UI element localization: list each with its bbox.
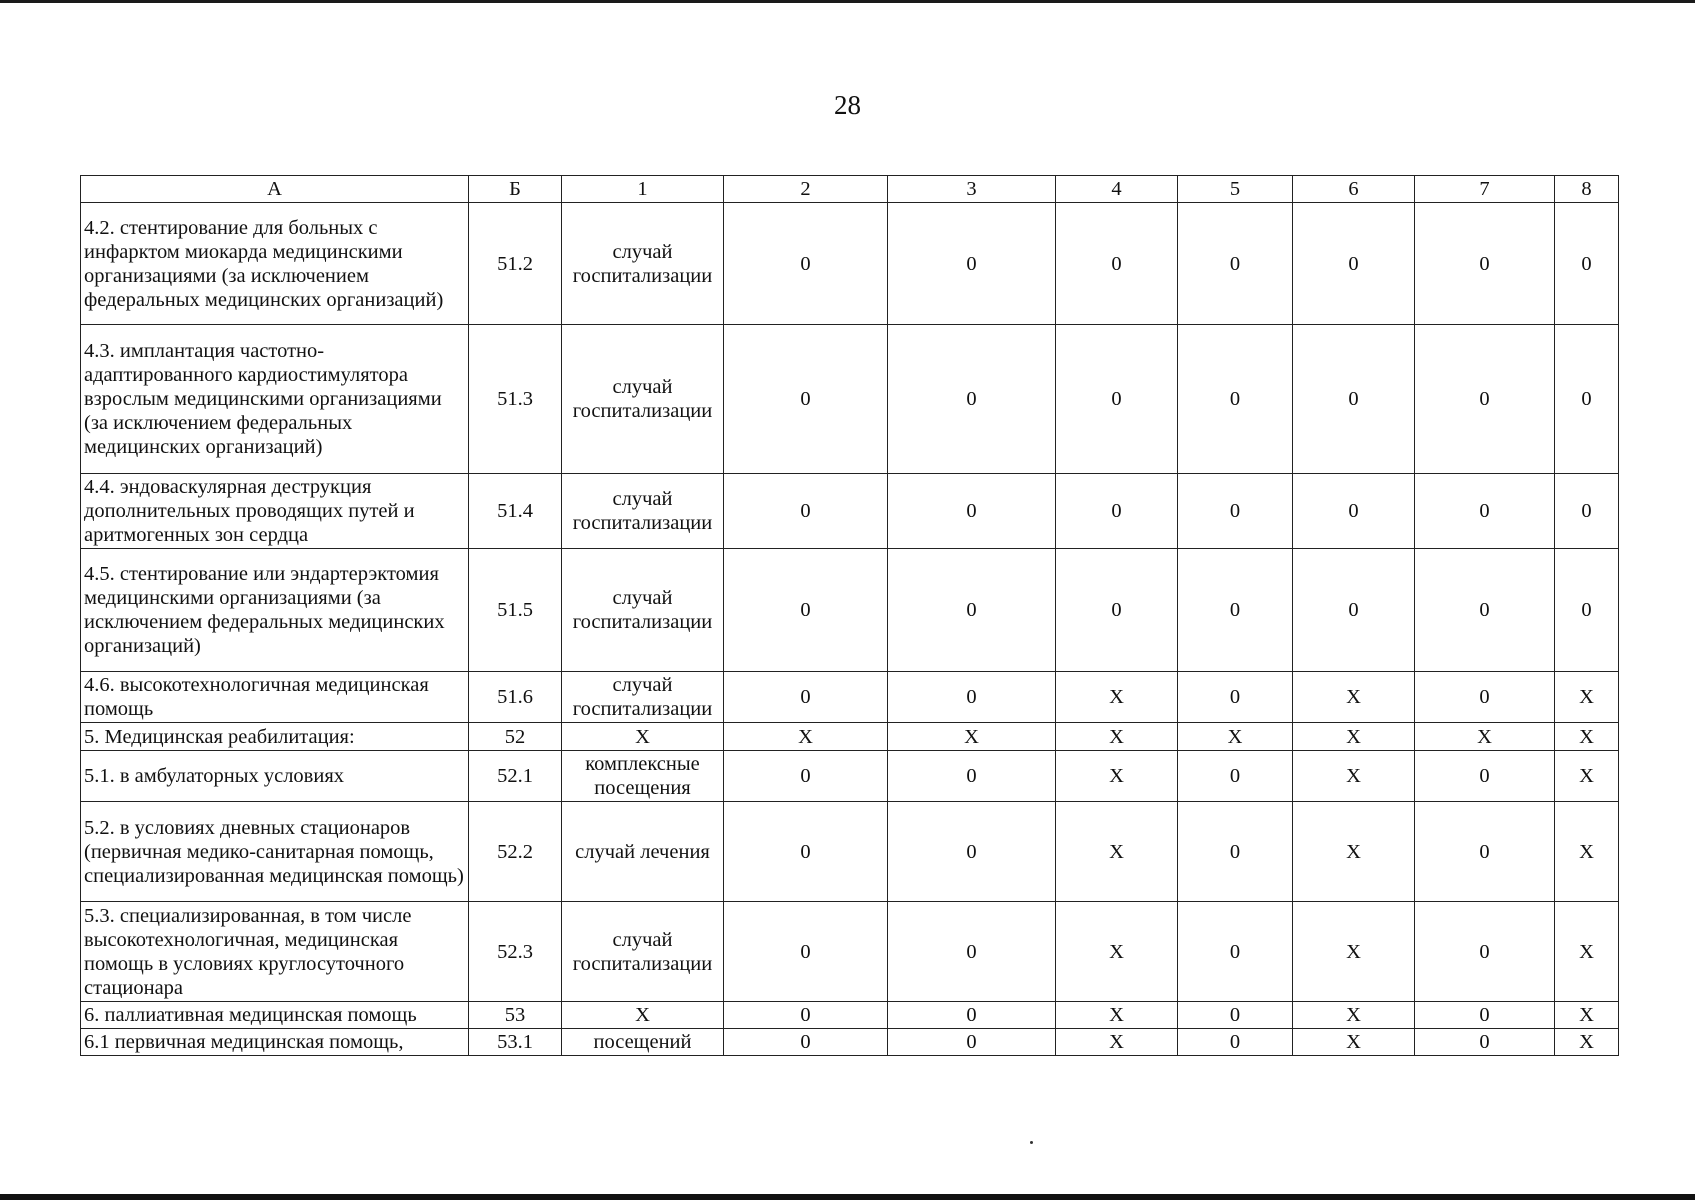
- row-value-cell: 0: [1293, 474, 1415, 549]
- row-value-cell: 0: [1178, 751, 1293, 802]
- row-name-cell: 4.5. стентирование или эндартерэктомия медицинскими организациями (за исключением федеральных медицинских организаций): [81, 549, 469, 672]
- page-number: 28: [834, 90, 861, 120]
- row-value-cell: X: [1293, 751, 1415, 802]
- column-header: 6: [1293, 176, 1415, 203]
- row-value-cell: 0: [888, 325, 1056, 474]
- row-value-cell: X: [1555, 1002, 1619, 1029]
- row-value-cell: 0: [1056, 474, 1178, 549]
- row-code-cell: 51.3: [469, 325, 562, 474]
- row-name-cell: 5.2. в условиях дневных стационаров (первичная медико-санитарная помощь, специализированная медицинская помощь): [81, 802, 469, 902]
- row-value-cell: X: [1555, 751, 1619, 802]
- row-value-cell: 0: [724, 549, 888, 672]
- row-value-cell: X: [1555, 723, 1619, 751]
- row-value-cell: 0: [1415, 474, 1555, 549]
- row-value-cell: X: [1415, 723, 1555, 751]
- row-value-cell: X: [1293, 802, 1415, 902]
- row-value-cell: 0: [888, 751, 1056, 802]
- row-code-cell: 53: [469, 1002, 562, 1029]
- row-value-cell: 0: [1555, 325, 1619, 474]
- row-value-cell: 0: [1178, 549, 1293, 672]
- row-name-cell: 6. паллиативная медицинская помощь: [81, 1002, 469, 1029]
- row-value-cell: X: [1293, 1002, 1415, 1029]
- row-unit-cell: случай госпитализации: [562, 474, 724, 549]
- row-value-cell: 0: [1178, 1029, 1293, 1056]
- row-value-cell: X: [1056, 751, 1178, 802]
- row-value-cell: X: [1056, 672, 1178, 723]
- row-unit-cell: случай госпитализации: [562, 672, 724, 723]
- row-value-cell: 0: [724, 203, 888, 325]
- table-row: [81, 549, 1619, 672]
- row-value-cell: 0: [724, 325, 888, 474]
- row-value-cell: 0: [1178, 902, 1293, 1002]
- table-row: [81, 325, 1619, 474]
- table-row: [81, 1002, 1619, 1029]
- row-code-cell: 51.2: [469, 203, 562, 325]
- table-row: [81, 203, 1619, 325]
- row-name-cell: 5. Медицинская реабилитация:: [81, 723, 469, 751]
- table-row: [81, 751, 1619, 802]
- row-name-cell: 6.1 первичная медицинская помощь,: [81, 1029, 469, 1056]
- row-value-cell: 0: [1415, 549, 1555, 672]
- row-value-cell: 0: [1415, 1029, 1555, 1056]
- table-row: [81, 902, 1619, 1002]
- row-value-cell: 0: [1415, 672, 1555, 723]
- row-value-cell: X: [1056, 1029, 1178, 1056]
- row-value-cell: X: [1555, 802, 1619, 902]
- row-value-cell: 0: [1178, 672, 1293, 723]
- column-header: 8: [1555, 176, 1619, 203]
- row-code-cell: 52: [469, 723, 562, 751]
- row-unit-cell: случай госпитализации: [562, 549, 724, 672]
- row-value-cell: 0: [1415, 802, 1555, 902]
- row-value-cell: 0: [1178, 1002, 1293, 1029]
- row-value-cell: 0: [888, 1029, 1056, 1056]
- scan-speck: [1030, 1141, 1033, 1144]
- row-name-cell: 5.1. в амбулаторных условиях: [81, 751, 469, 802]
- row-value-cell: X: [1056, 902, 1178, 1002]
- row-value-cell: X: [1555, 1029, 1619, 1056]
- row-value-cell: 0: [1293, 325, 1415, 474]
- table-row: [81, 672, 1619, 723]
- row-unit-cell: посещений: [562, 1029, 724, 1056]
- column-header: 1: [562, 176, 724, 203]
- row-value-cell: 0: [1056, 325, 1178, 474]
- row-value-cell: X: [1178, 723, 1293, 751]
- row-value-cell: 0: [1555, 549, 1619, 672]
- table-row: [81, 723, 1619, 751]
- row-value-cell: 0: [1178, 802, 1293, 902]
- row-code-cell: 52.1: [469, 751, 562, 802]
- row-name-cell: 4.6. высокотехнологичная медицинская помощь: [81, 672, 469, 723]
- row-value-cell: X: [1056, 1002, 1178, 1029]
- row-code-cell: 52.2: [469, 802, 562, 902]
- row-value-cell: 0: [1555, 474, 1619, 549]
- row-value-cell: 0: [724, 1029, 888, 1056]
- row-value-cell: 0: [1415, 1002, 1555, 1029]
- row-unit-cell: X: [562, 723, 724, 751]
- row-unit-cell: случай госпитализации: [562, 203, 724, 325]
- table-row: [81, 1029, 1619, 1056]
- row-value-cell: 0: [724, 802, 888, 902]
- row-code-cell: 51.5: [469, 549, 562, 672]
- row-value-cell: 0: [1415, 751, 1555, 802]
- column-header: 2: [724, 176, 888, 203]
- column-header: Б: [469, 176, 562, 203]
- row-value-cell: X: [1293, 723, 1415, 751]
- row-value-cell: 0: [1555, 203, 1619, 325]
- row-value-cell: X: [1555, 672, 1619, 723]
- row-value-cell: X: [1555, 902, 1619, 1002]
- row-value-cell: 0: [888, 203, 1056, 325]
- row-value-cell: 0: [1178, 325, 1293, 474]
- row-name-cell: 4.3. имплантация частотно-адаптированного кардиостимулятора взрослым медицинскими организациями (за исключением федеральных медицинских организаций): [81, 325, 469, 474]
- row-value-cell: 0: [1056, 203, 1178, 325]
- row-value-cell: 0: [724, 474, 888, 549]
- row-value-cell: X: [724, 723, 888, 751]
- table-row: [81, 802, 1619, 902]
- table-row: [81, 474, 1619, 549]
- scan-bottom-border: [0, 1194, 1695, 1200]
- row-value-cell: 0: [724, 751, 888, 802]
- row-value-cell: 0: [888, 902, 1056, 1002]
- row-value-cell: 0: [888, 802, 1056, 902]
- row-name-cell: 4.4. эндоваскулярная деструкция дополнительных проводящих путей и аритмогенных зон сердца: [81, 474, 469, 549]
- row-value-cell: 0: [888, 549, 1056, 672]
- row-value-cell: 0: [1293, 549, 1415, 672]
- column-header: А: [81, 176, 469, 203]
- scan-top-border: [0, 0, 1695, 3]
- row-value-cell: X: [1293, 672, 1415, 723]
- row-unit-cell: случай госпитализации: [562, 325, 724, 474]
- row-value-cell: 0: [888, 1002, 1056, 1029]
- row-value-cell: 0: [1056, 549, 1178, 672]
- row-code-cell: 51.6: [469, 672, 562, 723]
- row-unit-cell: случай госпитализации: [562, 902, 724, 1002]
- row-value-cell: 0: [724, 672, 888, 723]
- row-value-cell: 0: [888, 474, 1056, 549]
- row-value-cell: X: [1056, 723, 1178, 751]
- row-unit-cell: комплексные посещения: [562, 751, 724, 802]
- column-header: 7: [1415, 176, 1555, 203]
- row-value-cell: 0: [1415, 203, 1555, 325]
- row-value-cell: 0: [1415, 902, 1555, 1002]
- table-body: [81, 203, 1619, 1056]
- row-code-cell: 53.1: [469, 1029, 562, 1056]
- row-value-cell: 0: [1293, 203, 1415, 325]
- row-name-cell: 5.3. специализированная, в том числе высокотехнологичная, медицинская помощь в условиях круглосуточного стационара: [81, 902, 469, 1002]
- row-value-cell: 0: [724, 902, 888, 1002]
- row-value-cell: 0: [724, 1002, 888, 1029]
- row-unit-cell: случай лечения: [562, 802, 724, 902]
- row-code-cell: 51.4: [469, 474, 562, 549]
- row-value-cell: X: [888, 723, 1056, 751]
- row-value-cell: X: [1056, 802, 1178, 902]
- data-table: [80, 175, 1619, 1056]
- row-code-cell: 52.3: [469, 902, 562, 1002]
- row-value-cell: X: [1293, 902, 1415, 1002]
- row-value-cell: 0: [1415, 325, 1555, 474]
- column-header: 3: [888, 176, 1056, 203]
- row-name-cell: 4.2. стентирование для больных с инфарктом миокарда медицинскими организациями (за исключением федеральных медицинских организаций): [81, 203, 469, 325]
- row-unit-cell: X: [562, 1002, 724, 1029]
- row-value-cell: 0: [1178, 474, 1293, 549]
- row-value-cell: 0: [888, 672, 1056, 723]
- column-header: 4: [1056, 176, 1178, 203]
- row-value-cell: X: [1293, 1029, 1415, 1056]
- table-header-row: [81, 176, 1619, 203]
- row-value-cell: 0: [1178, 203, 1293, 325]
- column-header: 5: [1178, 176, 1293, 203]
